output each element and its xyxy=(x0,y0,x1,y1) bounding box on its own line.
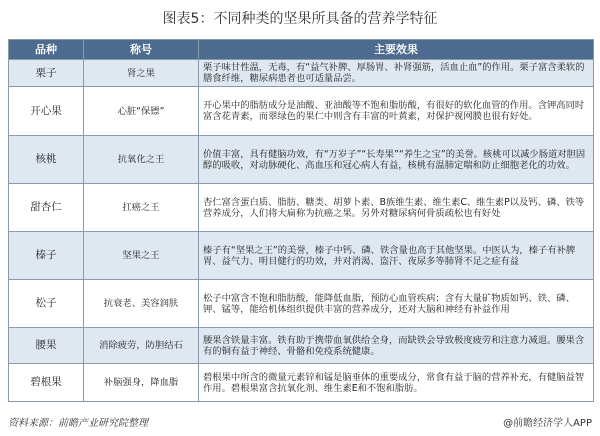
variety-cell: 腰果 xyxy=(9,328,84,364)
variety-cell: 碧根果 xyxy=(9,364,84,402)
table-row xyxy=(9,364,594,402)
effect-cell: 杏仁富含蛋白质、脂肪、糖类、胡萝卜素、B族维生素、维生素C、维生素P以及钙、磷、铁等营养成分，人们将大扁称为抗癌之果。另外对糖尿病何骨质疏松也有好处 xyxy=(199,184,594,232)
variety-cell: 开心果 xyxy=(9,87,84,136)
header-title: 称号 xyxy=(84,40,199,60)
effect-cell: 价值丰富，具有健脑功效，有“万岁子”“长寿果”“养生之宝”的美誉。核桃可以减少肠道对胆固醇的吸收，对动脉硬化、高血压和冠心病人有益，核桃有温肺定喘和防止细胞老化的功效。 xyxy=(199,136,594,184)
title-cell: 扛癌之王 xyxy=(84,184,199,232)
effect-cell: 榛子有“坚果之王”的美誉，榛子中钙、磷、铁含量也高于其他坚果。中医认为，榛子有补脾胃、益气力、明目健行的功效，并对消渴、盗汗、夜尿多等肺肾不足之症有益 xyxy=(199,232,594,280)
variety-cell: 甜杏仁 xyxy=(9,184,84,232)
table-header-row xyxy=(9,40,594,60)
title-cell: 坚果之王 xyxy=(84,232,199,280)
effect-cell: 碧根果中所含的微量元素锌和锰是脑垂体的重要成分，常食有益于脑的营养补充，有健脑益智作用。碧根果富含抗氧化剂、维生素E和不饱和脂肪。 xyxy=(199,364,594,402)
effect-cell: 腰果含铁量丰富。铁有助于携带血氧供给全身，而缺铁会导致极度疲劳和注意力减退。腰果含有的铜有益于神经、骨骼和免疫系统健康。 xyxy=(199,328,594,364)
table-row xyxy=(9,60,594,87)
variety-cell: 核桃 xyxy=(9,136,84,184)
table-row xyxy=(9,184,594,232)
title-cell: 抗氧化之王 xyxy=(84,136,199,184)
brand-credit: @前瞻经济学人APP xyxy=(503,418,592,429)
variety-cell: 栗子 xyxy=(9,60,84,87)
title-cell: 补脑强身，降血脂 xyxy=(84,364,199,402)
header-variety: 品种 xyxy=(9,40,84,60)
table-row xyxy=(9,328,594,364)
header-effect: 主要效果 xyxy=(199,40,594,60)
title-cell: 肾之果 xyxy=(84,60,199,87)
title-cell: 心脏“保镖” xyxy=(84,87,199,136)
source-note: 资料来源：前瞻产业研究院整理 xyxy=(8,418,148,429)
effect-cell: 栗子味甘性温，无毒，有“益气补脾、厚肠胃、补肾强筋，活血止血”的作用。栗子富含柔软的膳食纤维，糖尿病患者也可适量品尝。 xyxy=(199,60,594,87)
figure-title: 图表5：不同种类的坚果所具备的营养学特征 xyxy=(162,11,438,27)
title-cell: 抗衰老、美容润肤 xyxy=(84,280,199,328)
effect-cell: 开心果中的脂肪成分是油酸、亚油酸等不饱和脂肪酸，有很好的软化血管的作用。含钾高同时富含花青素，而翠绿色的果仁中则含有丰富的叶黄素，对保护视网膜也很有好处。 xyxy=(199,87,594,136)
table-row xyxy=(9,136,594,184)
table-row xyxy=(9,280,594,328)
effect-cell: 松子中富含不饱和脂肪酸，能降低血脂，预防心血管疾病；含有大量矿物质如钙、铁、磷、钾、锰等，能给机体组织提供丰富的营养成分，还对大脑和神经有补益作用 xyxy=(199,280,594,328)
variety-cell: 松子 xyxy=(9,280,84,328)
table-row xyxy=(9,232,594,280)
table-row xyxy=(9,87,594,136)
title-cell: 消除疲劳，防胆结石 xyxy=(84,328,199,364)
nut-nutrition-table xyxy=(8,39,594,402)
variety-cell: 榛子 xyxy=(9,232,84,280)
